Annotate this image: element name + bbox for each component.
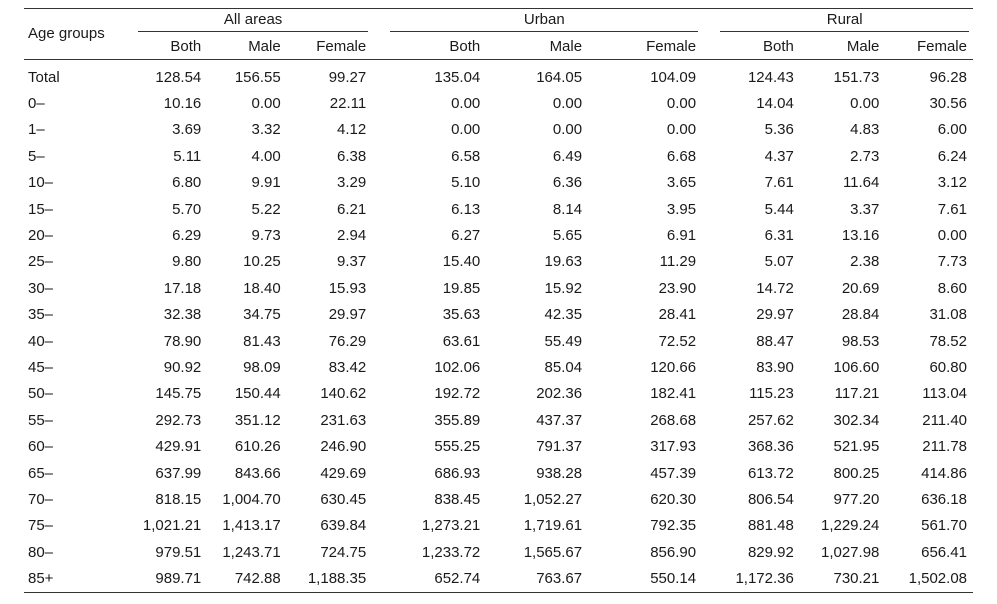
table-cell: 5.11 bbox=[173, 147, 202, 165]
table-cell: 791.37 bbox=[536, 438, 583, 456]
table-cell: 17.18 bbox=[163, 279, 202, 297]
table-cell: 800.25 bbox=[833, 464, 880, 482]
table-cell: 4.00 bbox=[251, 147, 281, 165]
table-cell: 2.94 bbox=[337, 227, 367, 245]
age-group-label: 60– bbox=[28, 438, 54, 456]
table-cell: 14.04 bbox=[756, 95, 794, 113]
table-cell: 637.99 bbox=[155, 464, 202, 482]
table-cell: 34.75 bbox=[243, 306, 281, 324]
table-cell: 1,172.36 bbox=[716, 565, 799, 592]
table-cell: 6.91 bbox=[666, 227, 697, 245]
col-header-female: Female bbox=[885, 33, 973, 60]
table-cell: 3.65 bbox=[666, 174, 697, 192]
col-header-both: Both bbox=[134, 33, 207, 60]
table-cell: 19.85 bbox=[442, 279, 481, 297]
table-cell: 5.70 bbox=[172, 200, 202, 218]
table-cell: 630.45 bbox=[320, 490, 367, 508]
table-cell: 102.06 bbox=[434, 358, 481, 376]
age-group-label: 15– bbox=[28, 200, 54, 218]
table-row bbox=[24, 539, 973, 565]
table-cell: 11.29 bbox=[659, 253, 697, 271]
table-cell: 656.41 bbox=[921, 543, 967, 561]
table-cell: 9.91 bbox=[251, 174, 281, 192]
table-cell: 1,229.24 bbox=[820, 517, 880, 535]
table-row bbox=[24, 565, 973, 592]
age-group-label: 70– bbox=[28, 490, 54, 508]
table-cell: 829.92 bbox=[747, 543, 794, 561]
table-row bbox=[24, 249, 973, 275]
table-cell: 29.97 bbox=[328, 306, 367, 324]
table-row bbox=[24, 117, 973, 143]
table-cell: 7.61 bbox=[937, 200, 967, 218]
table-cell: 35.63 bbox=[442, 306, 481, 324]
table-cell: 6.21 bbox=[337, 200, 367, 218]
age-group-label: 5– bbox=[28, 147, 45, 165]
table-cell: 1,233.72 bbox=[421, 543, 481, 561]
table-cell: 620.30 bbox=[650, 490, 697, 508]
table-cell: 76.29 bbox=[328, 332, 367, 350]
table-row bbox=[24, 196, 973, 222]
table-cell: 2.73 bbox=[850, 147, 880, 165]
table-cell: 6.29 bbox=[172, 227, 202, 245]
table-cell: 231.63 bbox=[320, 411, 367, 429]
table-cell: 938.28 bbox=[536, 464, 583, 482]
table-cell: 724.75 bbox=[320, 543, 367, 561]
table-cell: 414.86 bbox=[921, 464, 967, 482]
table-cell: 15.93 bbox=[328, 279, 367, 297]
table-cell: 0.00 bbox=[850, 95, 880, 113]
table-row bbox=[24, 433, 973, 459]
table-cell: 150.44 bbox=[234, 385, 281, 403]
table-cell: 151.73 bbox=[833, 68, 880, 86]
table-cell: 83.42 bbox=[328, 358, 367, 376]
table-cell: 60.80 bbox=[929, 358, 967, 376]
age-group-label: 55– bbox=[28, 411, 54, 429]
table-cell: 104.09 bbox=[650, 68, 697, 86]
table-cell: 6.38 bbox=[337, 147, 367, 165]
table-cell: 6.24 bbox=[937, 147, 967, 165]
table-cell: 6.27 bbox=[451, 227, 481, 245]
table-cell: 730.21 bbox=[800, 565, 886, 592]
table-cell: 0.00 bbox=[666, 121, 697, 139]
age-group-label: 20– bbox=[28, 227, 54, 245]
table-cell: 5.10 bbox=[451, 174, 481, 192]
table-cell: 90.92 bbox=[163, 358, 202, 376]
table-cell: 8.14 bbox=[552, 200, 583, 218]
table-cell: 6.68 bbox=[666, 147, 697, 165]
table-cell: 11.64 bbox=[842, 174, 880, 192]
age-group-label: 35– bbox=[28, 306, 54, 324]
table-cell: 85.04 bbox=[544, 358, 583, 376]
table-cell: 5.36 bbox=[764, 121, 794, 139]
table-row bbox=[24, 407, 973, 433]
table-cell: 0.00 bbox=[451, 121, 481, 139]
table-cell: 792.35 bbox=[650, 517, 697, 535]
table-cell: 19.63 bbox=[544, 253, 583, 271]
table-cell: 115.23 bbox=[749, 385, 794, 403]
table-cell: 78.90 bbox=[163, 332, 202, 350]
age-group-label: 85+ bbox=[24, 565, 134, 592]
table-cell: 14.72 bbox=[756, 279, 794, 297]
table-cell: 55.49 bbox=[544, 332, 583, 350]
table-cell: 42.35 bbox=[544, 306, 583, 324]
table-cell: 135.04 bbox=[434, 68, 481, 86]
age-group-label: 45– bbox=[28, 358, 54, 376]
table-cell: 211.78 bbox=[922, 438, 967, 456]
table-cell: 6.13 bbox=[451, 200, 481, 218]
table-cell: 292.73 bbox=[155, 411, 202, 429]
table-row bbox=[24, 460, 973, 486]
table-cell: 20.69 bbox=[841, 279, 880, 297]
table-cell: 355.89 bbox=[434, 411, 481, 429]
age-group-label: 1– bbox=[28, 121, 45, 139]
table-row bbox=[24, 170, 973, 196]
table-cell: 13.16 bbox=[841, 227, 880, 245]
table-cell: 368.36 bbox=[747, 438, 794, 456]
age-group-label: 50– bbox=[28, 385, 54, 403]
table-cell: 3.32 bbox=[251, 121, 281, 139]
table-cell: 15.40 bbox=[442, 253, 481, 271]
age-group-label: 0– bbox=[28, 95, 45, 113]
table-cell: 124.43 bbox=[747, 68, 794, 86]
table-cell: 10.16 bbox=[163, 95, 202, 113]
table-row bbox=[24, 354, 973, 380]
table-cell: 742.88 bbox=[207, 565, 286, 592]
table-cell: 5.44 bbox=[764, 200, 794, 218]
table-cell: 211.40 bbox=[922, 411, 967, 429]
table-cell: 613.72 bbox=[747, 464, 794, 482]
table-cell: 6.49 bbox=[552, 147, 583, 165]
table-cell: 182.41 bbox=[650, 385, 697, 403]
col-header-male: Male bbox=[486, 33, 588, 60]
table-body bbox=[24, 60, 973, 593]
col-header-male: Male bbox=[800, 33, 886, 60]
table-row bbox=[24, 513, 973, 539]
table-cell: 0.00 bbox=[552, 121, 583, 139]
table-row bbox=[24, 275, 973, 301]
table-cell: 5.07 bbox=[764, 253, 794, 271]
group-header-rural: Rural bbox=[716, 9, 973, 34]
table-cell: 28.41 bbox=[658, 306, 697, 324]
table-cell: 4.37 bbox=[764, 147, 794, 165]
table-cell: 806.54 bbox=[747, 490, 794, 508]
table-cell: 639.84 bbox=[320, 517, 367, 535]
table-cell: 0.00 bbox=[251, 95, 281, 113]
table-cell: 81.43 bbox=[243, 332, 281, 350]
table-cell: 9.37 bbox=[337, 253, 367, 271]
table-cell: 1,004.70 bbox=[222, 490, 281, 508]
table-row bbox=[24, 90, 973, 116]
table-cell: 5.22 bbox=[251, 200, 281, 218]
col-header-male: Male bbox=[207, 33, 286, 60]
table-cell: 6.58 bbox=[451, 147, 481, 165]
table-cell: 83.90 bbox=[756, 358, 794, 376]
table-cell: 18.40 bbox=[243, 279, 281, 297]
table-cell: 6.80 bbox=[172, 174, 202, 192]
table-cell: 317.93 bbox=[650, 438, 697, 456]
table-cell: 610.26 bbox=[234, 438, 281, 456]
table-cell: 4.12 bbox=[337, 121, 367, 139]
table-cell: 106.60 bbox=[833, 358, 880, 376]
table-cell: 763.67 bbox=[486, 565, 588, 592]
table-cell: 351.12 bbox=[234, 411, 281, 429]
table-cell: 979.51 bbox=[155, 543, 202, 561]
table-cell: 0.00 bbox=[937, 227, 967, 245]
age-group-label: 10– bbox=[28, 174, 54, 192]
table-cell: 1,052.27 bbox=[523, 490, 583, 508]
table-cell: 29.97 bbox=[756, 306, 794, 324]
table-cell: 302.34 bbox=[833, 411, 880, 429]
age-group-label: Total bbox=[28, 68, 60, 86]
table-cell: 3.29 bbox=[337, 174, 367, 192]
table-cell: 268.68 bbox=[650, 411, 697, 429]
table-cell: 636.18 bbox=[921, 490, 967, 508]
table-cell: 63.61 bbox=[442, 332, 481, 350]
table-cell: 98.09 bbox=[243, 358, 281, 376]
table-cell: 22.11 bbox=[329, 95, 367, 113]
group-header-all-areas: All areas bbox=[134, 9, 372, 34]
age-group-label: 30– bbox=[28, 279, 54, 297]
table-cell: 3.95 bbox=[666, 200, 697, 218]
table-cell: 246.90 bbox=[320, 438, 367, 456]
table-cell: 561.70 bbox=[921, 517, 967, 535]
table-cell: 1,413.17 bbox=[222, 517, 281, 535]
table-cell: 843.66 bbox=[234, 464, 281, 482]
table-cell: 2.38 bbox=[850, 253, 880, 271]
table-cell: 128.54 bbox=[155, 68, 202, 86]
table-cell: 117.21 bbox=[834, 385, 880, 403]
table-cell: 8.60 bbox=[937, 279, 967, 297]
age-group-label: 40– bbox=[28, 332, 54, 350]
table-cell: 1,719.61 bbox=[523, 517, 583, 535]
table-cell: 1,188.35 bbox=[287, 565, 373, 592]
table-cell: 1,273.21 bbox=[421, 517, 481, 535]
table-cell: 145.75 bbox=[155, 385, 202, 403]
table-cell: 113.04 bbox=[922, 385, 967, 403]
table-cell: 72.52 bbox=[658, 332, 697, 350]
table-cell: 977.20 bbox=[833, 490, 880, 508]
table-cell: 0.00 bbox=[451, 95, 481, 113]
table-row bbox=[24, 143, 973, 169]
table-cell: 140.62 bbox=[320, 385, 367, 403]
table-cell: 120.66 bbox=[650, 358, 697, 376]
table-row bbox=[24, 222, 973, 248]
table-cell: 437.37 bbox=[536, 411, 583, 429]
table-cell: 3.69 bbox=[172, 121, 202, 139]
col-header-female: Female bbox=[588, 33, 702, 60]
table-cell: 429.91 bbox=[155, 438, 202, 456]
table-cell: 32.38 bbox=[163, 306, 202, 324]
table-cell: 98.53 bbox=[841, 332, 880, 350]
table-cell: 1,021.21 bbox=[142, 517, 202, 535]
table-cell: 686.93 bbox=[434, 464, 481, 482]
table-cell: 856.90 bbox=[650, 543, 697, 561]
age-group-label: 25– bbox=[28, 253, 54, 271]
table-cell: 838.45 bbox=[434, 490, 481, 508]
group-header-urban: Urban bbox=[386, 9, 702, 34]
table-cell: 550.14 bbox=[588, 565, 702, 592]
age-group-label: 65– bbox=[28, 464, 54, 482]
table-cell: 555.25 bbox=[434, 438, 481, 456]
table-cell: 6.31 bbox=[764, 227, 794, 245]
age-groups-header: Age groups bbox=[24, 9, 134, 60]
table-cell: 3.12 bbox=[937, 174, 967, 192]
table-row bbox=[24, 60, 973, 91]
col-header-both: Both bbox=[716, 33, 799, 60]
mortality-table bbox=[24, 8, 973, 593]
table-cell: 881.48 bbox=[747, 517, 794, 535]
table-cell: 3.37 bbox=[850, 200, 880, 218]
table-cell: 6.36 bbox=[552, 174, 583, 192]
col-header-both: Both bbox=[386, 33, 486, 60]
table-cell: 23.90 bbox=[658, 279, 697, 297]
table-cell: 1,027.98 bbox=[820, 543, 880, 561]
table-cell: 989.71 bbox=[134, 565, 207, 592]
table-row bbox=[24, 328, 973, 354]
table-cell: 1,565.67 bbox=[523, 543, 583, 561]
table-cell: 652.74 bbox=[386, 565, 486, 592]
age-group-label: 80– bbox=[28, 543, 54, 561]
table-cell: 96.28 bbox=[929, 68, 967, 86]
table-cell: 15.92 bbox=[544, 279, 583, 297]
table-cell: 88.47 bbox=[756, 332, 794, 350]
table-cell: 192.72 bbox=[434, 385, 481, 403]
table-row bbox=[24, 486, 973, 512]
table-cell: 1,243.71 bbox=[222, 543, 281, 561]
table-cell: 257.62 bbox=[747, 411, 794, 429]
table-cell: 30.56 bbox=[929, 95, 967, 113]
table-cell: 7.73 bbox=[937, 253, 967, 271]
table-cell: 521.95 bbox=[833, 438, 880, 456]
table-cell: 99.27 bbox=[328, 68, 367, 86]
table-cell: 31.08 bbox=[929, 306, 967, 324]
table-cell: 164.05 bbox=[536, 68, 583, 86]
table-cell: 5.65 bbox=[552, 227, 583, 245]
table-cell: 156.55 bbox=[234, 68, 281, 86]
table-row bbox=[24, 381, 973, 407]
table-cell: 429.69 bbox=[320, 464, 367, 482]
table-cell: 7.61 bbox=[764, 174, 794, 192]
table-cell: 6.00 bbox=[937, 121, 967, 139]
table-cell: 78.52 bbox=[929, 332, 967, 350]
table-cell: 457.39 bbox=[650, 464, 697, 482]
table-cell: 1,502.08 bbox=[885, 565, 973, 592]
table-cell: 10.25 bbox=[243, 253, 281, 271]
table-cell: 202.36 bbox=[536, 385, 583, 403]
age-group-label: 75– bbox=[28, 517, 54, 535]
table-cell: 4.83 bbox=[850, 121, 880, 139]
table-cell: 9.80 bbox=[172, 253, 202, 271]
table-cell: 0.00 bbox=[552, 95, 583, 113]
table-cell: 28.84 bbox=[841, 306, 880, 324]
table-cell: 0.00 bbox=[666, 95, 697, 113]
table-row bbox=[24, 302, 973, 328]
col-header-female: Female bbox=[287, 33, 373, 60]
table-cell: 9.73 bbox=[251, 227, 281, 245]
table-cell: 818.15 bbox=[155, 490, 202, 508]
